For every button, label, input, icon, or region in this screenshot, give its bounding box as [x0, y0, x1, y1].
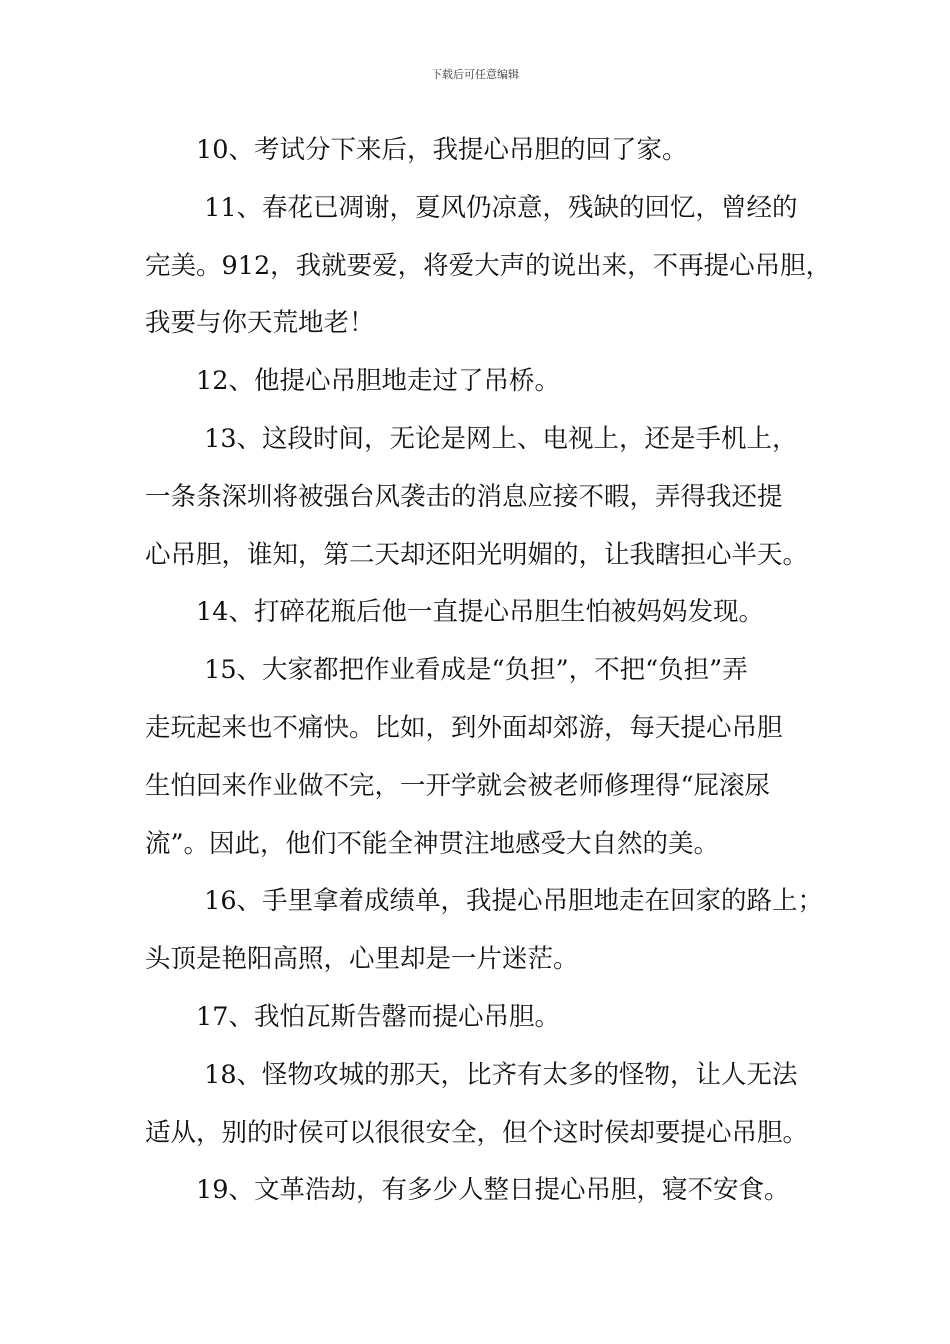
text-line: 17、我怕瓦斯告罄而提心吊胆。: [196, 1001, 560, 1032]
text-line: 12、他提心吊胆地走过了吊桥。: [196, 366, 560, 397]
sentence-17: [145, 989, 835, 1047]
text-line: 16、手里拿着成绩单，我提心吊胆地走在回家的路上；: [196, 886, 824, 917]
text-line: 13、这段时间，无论是网上、电视上，还是手机上，: [196, 423, 798, 454]
text-line: 头顶是艳阳高照，心里却是一片迷茫。: [145, 944, 579, 975]
sentence-12: [145, 353, 835, 411]
sentence-19: [145, 1162, 835, 1220]
sentence-14: [145, 584, 835, 642]
sentence-16: [145, 873, 835, 989]
text-line: 完美。912，我就要爱，将爱大声的说出来，不再提心吊胆，: [145, 250, 832, 281]
text-line: 一条条深圳将被强台风袭击的消息应接不暇，弄得我还提: [145, 481, 783, 512]
sentence-15: [145, 642, 835, 873]
text-line: 14、打碎花瓶后他一直提心吊胆生怕被妈妈发现。: [196, 597, 764, 628]
sentence-10: [145, 122, 835, 180]
text-line: 心吊胆，谁知，第二天却还阳光明媚的，让我瞎担心半天。: [145, 539, 809, 570]
text-line: 18、怪物攻城的那天，比齐有太多的怪物，让人无法: [196, 1059, 798, 1090]
text-line: 我要与你天荒地老！: [145, 308, 375, 339]
sentence-18: [145, 1047, 835, 1163]
document-body: [145, 122, 835, 1220]
text-line: 15、大家都把作业看成是“负担”，不把“负担”弄: [196, 655, 748, 686]
sentence-13: [145, 411, 835, 584]
text-line: 流”。因此，他们不能全神贯注地感受大自然的美。: [145, 828, 720, 859]
text-line: 走玩起来也不痛快。比如，到外面却郊游，每天提心吊胆: [145, 712, 783, 743]
sentence-11: [145, 180, 835, 353]
text-line: 生怕回来作业做不完，一开学就会被老师修理得“屁滚尿: [145, 770, 771, 801]
text-line: 11、春花已凋谢，夏风仍凉意，残缺的回忆，曾经的: [196, 192, 798, 223]
text-line: 10、考试分下来后，我提心吊胆的回了家。: [196, 135, 688, 165]
page-header: 下载后可任意编辑: [431, 68, 519, 81]
text-line: 19、文革浩劫，有多少人整日提心吊胆，寝不安食。: [196, 1175, 790, 1206]
text-line: 适从，别的时侯可以很很安全，但个这时侯却要提心吊胆。: [145, 1117, 809, 1148]
